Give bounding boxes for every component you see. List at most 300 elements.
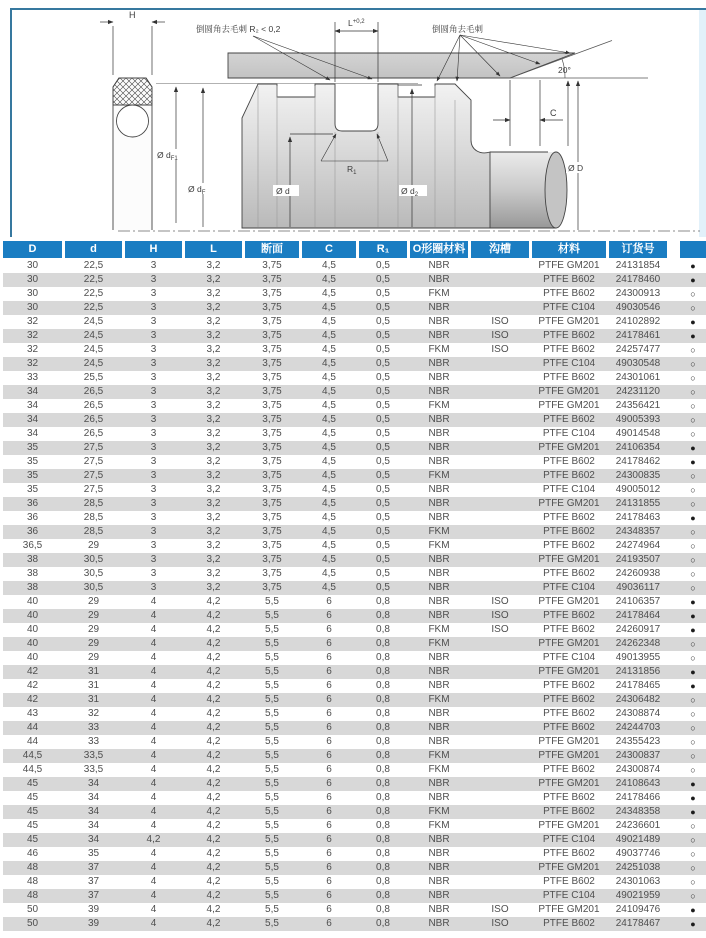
cell: 0,8 xyxy=(376,666,390,677)
cell: 0,5 xyxy=(376,288,390,299)
cell: NBR xyxy=(428,484,450,495)
cell: PTFE C104 xyxy=(542,652,596,663)
cell: PTFE GM201 xyxy=(538,638,600,649)
cell: 0,5 xyxy=(376,414,390,425)
cell: 4,2 xyxy=(206,820,221,831)
cell: 44,5 xyxy=(22,750,43,761)
cell xyxy=(471,469,529,483)
cell: 3,75 xyxy=(262,484,282,495)
cell: 0,8 xyxy=(376,596,390,607)
cell: 3,2 xyxy=(206,526,221,537)
cell: NBR xyxy=(428,834,450,845)
cell: ISO xyxy=(491,344,509,355)
cell: 24300835 xyxy=(615,470,661,481)
table-row xyxy=(3,539,706,553)
cell: PTFE C104 xyxy=(542,302,596,313)
table-row xyxy=(3,819,706,833)
cell: 5,5 xyxy=(265,610,279,621)
availability-dot: ● xyxy=(690,331,696,341)
cell: 6 xyxy=(326,764,332,775)
cell: 24131856 xyxy=(615,666,661,677)
table-row xyxy=(3,763,706,777)
cell: 4 xyxy=(150,778,157,789)
cell: 45 xyxy=(26,778,39,789)
cell: 6 xyxy=(326,792,332,803)
cell: PTFE B602 xyxy=(543,918,595,929)
cell: 5,5 xyxy=(265,750,279,761)
cell: 4 xyxy=(150,624,157,635)
table-row xyxy=(3,399,706,413)
cell: 42 xyxy=(26,694,39,705)
cell: 30,5 xyxy=(83,554,104,565)
cell: NBR xyxy=(428,652,450,663)
cell xyxy=(471,287,529,301)
cell: 0,8 xyxy=(376,848,390,859)
cell: 24260938 xyxy=(615,568,661,579)
availability-dot: ● xyxy=(690,793,696,803)
cell: ISO xyxy=(491,624,509,635)
cell: 39 xyxy=(87,904,100,915)
cell: 30,5 xyxy=(83,582,104,593)
cell: 27,5 xyxy=(83,456,104,467)
table-row xyxy=(3,735,706,749)
cell: 39 xyxy=(87,918,100,929)
table-row xyxy=(3,903,706,917)
cell: FKM xyxy=(428,638,450,649)
cell: PTFE B602 xyxy=(543,568,595,579)
cell: 3,75 xyxy=(262,316,282,327)
cell: NBR xyxy=(428,568,450,579)
cell: PTFE B602 xyxy=(543,610,595,621)
cell: 4,5 xyxy=(322,568,336,579)
cell: 4,5 xyxy=(322,386,336,397)
cell xyxy=(471,735,529,749)
cell: 24102892 xyxy=(615,316,661,327)
cell: NBR xyxy=(428,316,450,327)
cell: 5,5 xyxy=(265,890,279,901)
cell: 4,2 xyxy=(206,624,221,635)
cell xyxy=(471,301,529,315)
cell: 36 xyxy=(26,512,39,523)
cell: PTFE B602 xyxy=(543,540,595,551)
cell: NBR xyxy=(428,512,450,523)
cell: PTFE B602 xyxy=(543,456,595,467)
availability-dot: ○ xyxy=(690,471,696,481)
cell: 0,8 xyxy=(376,778,390,789)
table-row xyxy=(3,273,706,287)
cell: 0,8 xyxy=(376,876,390,887)
table-row xyxy=(3,455,706,469)
availability-dot: ● xyxy=(690,779,696,789)
cell: 4 xyxy=(150,876,157,887)
cell xyxy=(471,567,529,581)
cell: NBR xyxy=(428,302,450,313)
cell: 26,5 xyxy=(83,386,104,397)
cell: PTFE GM201 xyxy=(538,820,600,831)
cell: PTFE B602 xyxy=(543,288,595,299)
cell: 0,5 xyxy=(376,358,390,369)
cell: 36 xyxy=(26,498,39,509)
cell: NBR xyxy=(428,666,450,677)
availability-dot: ● xyxy=(690,261,696,271)
cell: NBR xyxy=(428,582,450,593)
cell: NBR xyxy=(428,428,450,439)
cell: 3,75 xyxy=(262,386,282,397)
cell xyxy=(471,497,529,511)
cell: 3,2 xyxy=(206,470,221,481)
cell: 4,5 xyxy=(322,330,336,341)
cell: PTFE B602 xyxy=(543,848,595,859)
availability-dot: ○ xyxy=(690,821,696,831)
cell: FKM xyxy=(428,526,450,537)
cell: 36,5 xyxy=(22,540,43,551)
cell: 5,5 xyxy=(265,806,279,817)
cell: 24131854 xyxy=(615,260,661,271)
cell: 3,75 xyxy=(262,582,282,593)
diameter-label-dF: Ø $d_F$ xyxy=(188,184,206,196)
column-header-3: L xyxy=(185,241,242,258)
cell: 4,2 xyxy=(206,750,221,761)
cell: 4,5 xyxy=(322,428,336,439)
cell: 49021959 xyxy=(615,890,661,901)
cell: 3,2 xyxy=(206,386,221,397)
cell: 3,75 xyxy=(262,498,282,509)
table-row xyxy=(3,259,706,273)
cell: 4 xyxy=(150,792,157,803)
cell: NBR xyxy=(428,610,450,621)
diameter-label-dF1: Ø $d_{F1}$ xyxy=(157,150,178,162)
cell: 24178463 xyxy=(615,512,661,523)
cell: 6 xyxy=(326,624,332,635)
cell: 44,5 xyxy=(22,764,43,775)
cell: PTFE B602 xyxy=(543,372,595,383)
cell: 5,5 xyxy=(265,918,279,929)
availability-dot: ● xyxy=(690,807,696,817)
availability-dot: ○ xyxy=(690,415,696,425)
cell: 4 xyxy=(150,848,157,859)
cell: 4,5 xyxy=(322,274,336,285)
cell: 0,5 xyxy=(376,330,390,341)
cell xyxy=(471,441,529,455)
cell: 4 xyxy=(150,862,157,873)
cell: PTFE C104 xyxy=(542,484,596,495)
cell: 3 xyxy=(150,288,157,299)
cell: 24348357 xyxy=(615,526,661,537)
cell: 24106357 xyxy=(615,596,661,607)
cell xyxy=(471,581,529,595)
cell: 24193507 xyxy=(615,554,661,565)
cell: 4 xyxy=(150,904,157,915)
cell: PTFE B602 xyxy=(543,344,595,355)
cell: 4,2 xyxy=(206,806,221,817)
cell: 5,5 xyxy=(265,792,279,803)
availability-dot: ○ xyxy=(690,709,696,719)
cell: FKM xyxy=(428,540,450,551)
cell: PTFE B602 xyxy=(543,806,595,817)
cell: 0,8 xyxy=(376,750,390,761)
cell: PTFE B602 xyxy=(543,330,595,341)
cell: 0,5 xyxy=(376,498,390,509)
cell: 6 xyxy=(326,680,332,691)
cell: 49014548 xyxy=(615,428,661,439)
cell: 3,2 xyxy=(206,456,221,467)
cell: 26,5 xyxy=(83,428,104,439)
table-row xyxy=(3,595,706,609)
cell: 50 xyxy=(26,904,39,915)
cell: 0,8 xyxy=(376,736,390,747)
cell: 4,2 xyxy=(206,610,221,621)
cell xyxy=(471,399,529,413)
cell: 31 xyxy=(87,680,100,691)
cell xyxy=(471,539,529,553)
cell: 4,5 xyxy=(322,470,336,481)
cell: 4 xyxy=(150,736,157,747)
cell: 3,75 xyxy=(262,302,282,313)
cell: PTFE C104 xyxy=(542,834,596,845)
availability-dot: ○ xyxy=(690,345,696,355)
cell: NBR xyxy=(428,260,450,271)
cell: 3,2 xyxy=(206,428,221,439)
table-header xyxy=(3,241,706,258)
cell: FKM xyxy=(428,750,450,761)
cell: 42 xyxy=(26,680,39,691)
cell: 32 xyxy=(26,358,39,369)
cell: 3,2 xyxy=(206,540,221,551)
cell: 3 xyxy=(150,316,157,327)
cell: 4,5 xyxy=(322,344,336,355)
availability-dot: ● xyxy=(690,919,696,929)
cell: PTFE C104 xyxy=(542,890,596,901)
cell: 29 xyxy=(87,638,100,649)
cell: 42 xyxy=(26,666,39,677)
cell: 24178461 xyxy=(615,330,661,341)
cell: 6 xyxy=(326,736,332,747)
cell: 3 xyxy=(150,400,157,411)
piston-assembly xyxy=(156,84,567,229)
cell: 24131855 xyxy=(615,498,661,509)
cell: 3,75 xyxy=(262,372,282,383)
cell: 35 xyxy=(26,442,39,453)
cell: 25,5 xyxy=(83,372,104,383)
cell: PTFE B602 xyxy=(543,708,595,719)
cell: NBR xyxy=(428,442,450,453)
table-row xyxy=(3,315,706,329)
availability-dot: ● xyxy=(690,611,696,621)
cell: 3 xyxy=(150,442,157,453)
cell: 4,2 xyxy=(206,708,221,719)
cell: 24300837 xyxy=(615,750,661,761)
cell: 3 xyxy=(150,344,157,355)
cell: 33 xyxy=(26,372,39,383)
cell: 4,5 xyxy=(322,288,336,299)
cell: 3,2 xyxy=(206,372,221,383)
cell: 4,2 xyxy=(206,680,221,691)
cell: 3 xyxy=(150,358,157,369)
cell: PTFE GM201 xyxy=(538,260,600,271)
cell xyxy=(471,525,529,539)
availability-dot: ○ xyxy=(690,849,696,859)
cell: 4,2 xyxy=(206,862,221,873)
cell: 5,5 xyxy=(265,764,279,775)
cell: 24301061 xyxy=(615,372,661,383)
availability-dot: ○ xyxy=(690,639,696,649)
cell: 3,2 xyxy=(206,358,221,369)
availability-dot: ● xyxy=(690,457,696,467)
cell: 0,5 xyxy=(376,484,390,495)
cell: 5,5 xyxy=(265,736,279,747)
cell: 4 xyxy=(150,918,157,929)
cell: 3,2 xyxy=(206,484,221,495)
table-row xyxy=(3,875,706,889)
cell: 3,75 xyxy=(262,512,282,523)
cell: 45 xyxy=(26,820,39,831)
cell: 4,2 xyxy=(206,876,221,887)
cell: 26,5 xyxy=(83,400,104,411)
cell: 49036117 xyxy=(616,582,660,593)
availability-dot: ○ xyxy=(690,527,696,537)
cell: 3,2 xyxy=(206,414,221,425)
cell: 24,5 xyxy=(83,330,104,341)
table-row xyxy=(3,343,706,357)
cell: NBR xyxy=(428,386,450,397)
cell: FKM xyxy=(428,806,450,817)
cell: 4,5 xyxy=(322,302,336,313)
cell: 4 xyxy=(150,694,157,705)
cell: 6 xyxy=(326,778,332,789)
cell: 3,2 xyxy=(206,344,221,355)
table-row xyxy=(3,623,706,637)
cell: 4 xyxy=(150,764,157,775)
cell: 4,2 xyxy=(206,736,221,747)
table-row xyxy=(3,791,706,805)
cell: PTFE B602 xyxy=(543,624,595,635)
cell: 5,5 xyxy=(265,904,279,915)
cell: 44 xyxy=(26,736,39,747)
cell: 4,2 xyxy=(206,834,221,845)
cell: NBR xyxy=(428,414,450,425)
cell: 4,2 xyxy=(146,834,161,845)
cell: 24178466 xyxy=(615,792,661,803)
cell: 32 xyxy=(87,708,100,719)
cell: FKM xyxy=(428,820,450,831)
cell: 3 xyxy=(150,428,157,439)
cell: 5,5 xyxy=(265,596,279,607)
cell: 28,5 xyxy=(83,526,104,537)
cell: 6 xyxy=(326,750,332,761)
availability-dot: ● xyxy=(690,625,696,635)
cell xyxy=(471,259,529,273)
cell: 4,2 xyxy=(206,666,221,677)
cell: 24,5 xyxy=(83,358,104,369)
cell: PTFE GM201 xyxy=(538,666,600,677)
cell: 6 xyxy=(326,722,332,733)
availability-dot: ● xyxy=(690,275,696,285)
cell: 38 xyxy=(26,568,39,579)
cell: 24178460 xyxy=(615,274,661,285)
cell: 4 xyxy=(150,806,157,817)
table-row xyxy=(3,553,706,567)
cell: PTFE B602 xyxy=(543,792,595,803)
cell: 0,8 xyxy=(376,610,390,621)
cell: 34 xyxy=(87,820,100,831)
cell: 4,2 xyxy=(206,596,221,607)
cell: 49030548 xyxy=(615,358,661,369)
cell: 29 xyxy=(87,624,100,635)
cell: 48 xyxy=(26,890,39,901)
cell: NBR xyxy=(428,722,450,733)
cell: 24300874 xyxy=(615,764,661,775)
cell xyxy=(471,553,529,567)
cell: 0,8 xyxy=(376,624,390,635)
cell: 3,2 xyxy=(206,330,221,341)
cell: 4,2 xyxy=(206,638,221,649)
cell: PTFE GM201 xyxy=(538,904,600,915)
cell: FKM xyxy=(428,624,450,635)
cell: 3 xyxy=(150,540,157,551)
cell: PTFE GM201 xyxy=(538,736,600,747)
cell: 5,5 xyxy=(265,820,279,831)
cell: 30 xyxy=(26,302,39,313)
cell: 0,5 xyxy=(376,274,390,285)
cell: 3,75 xyxy=(262,526,282,537)
cell: PTFE B602 xyxy=(543,694,595,705)
table-row xyxy=(3,329,706,343)
cell xyxy=(471,791,529,805)
cell: 3,2 xyxy=(206,568,221,579)
cell xyxy=(471,833,529,847)
cell: 4 xyxy=(150,890,157,901)
cell: 22,5 xyxy=(83,274,104,285)
cell: 31 xyxy=(87,666,100,677)
cell: 3 xyxy=(150,526,157,537)
availability-dot: ○ xyxy=(690,401,696,411)
cell: 37 xyxy=(87,890,100,901)
cell xyxy=(471,805,529,819)
cell: FKM xyxy=(428,344,450,355)
cell: PTFE GM201 xyxy=(538,750,600,761)
cell: ISO xyxy=(491,330,509,341)
cell: NBR xyxy=(428,554,450,565)
cell: 4,2 xyxy=(206,722,221,733)
cell: 0,5 xyxy=(376,568,390,579)
availability-dot: ○ xyxy=(690,751,696,761)
cell: 4,5 xyxy=(322,582,336,593)
ptfe-seal-ring-hatched xyxy=(113,78,152,105)
cell: 24109476 xyxy=(615,904,661,915)
cell: 5,5 xyxy=(265,638,279,649)
cell: 4,5 xyxy=(322,358,336,369)
cell: 6 xyxy=(326,652,332,663)
cell: NBR xyxy=(428,778,450,789)
cell: 24300913 xyxy=(615,288,661,299)
cell: 0,8 xyxy=(376,792,390,803)
diameter-label-d: Ø d xyxy=(276,186,290,196)
availability-dot: ○ xyxy=(690,723,696,733)
column-header-2: H xyxy=(125,241,182,258)
cell: 24274964 xyxy=(615,540,661,551)
column-header-0: D xyxy=(3,241,62,258)
cell: 0,5 xyxy=(376,526,390,537)
cell: 0,8 xyxy=(376,708,390,719)
cell xyxy=(471,847,529,861)
cell: 3,75 xyxy=(262,288,282,299)
cell: FKM xyxy=(428,288,450,299)
table-row xyxy=(3,581,706,595)
cell: 4 xyxy=(150,722,157,733)
seal-cross-section-view xyxy=(113,78,152,230)
table-row xyxy=(3,749,706,763)
cell: 0,8 xyxy=(376,652,390,663)
